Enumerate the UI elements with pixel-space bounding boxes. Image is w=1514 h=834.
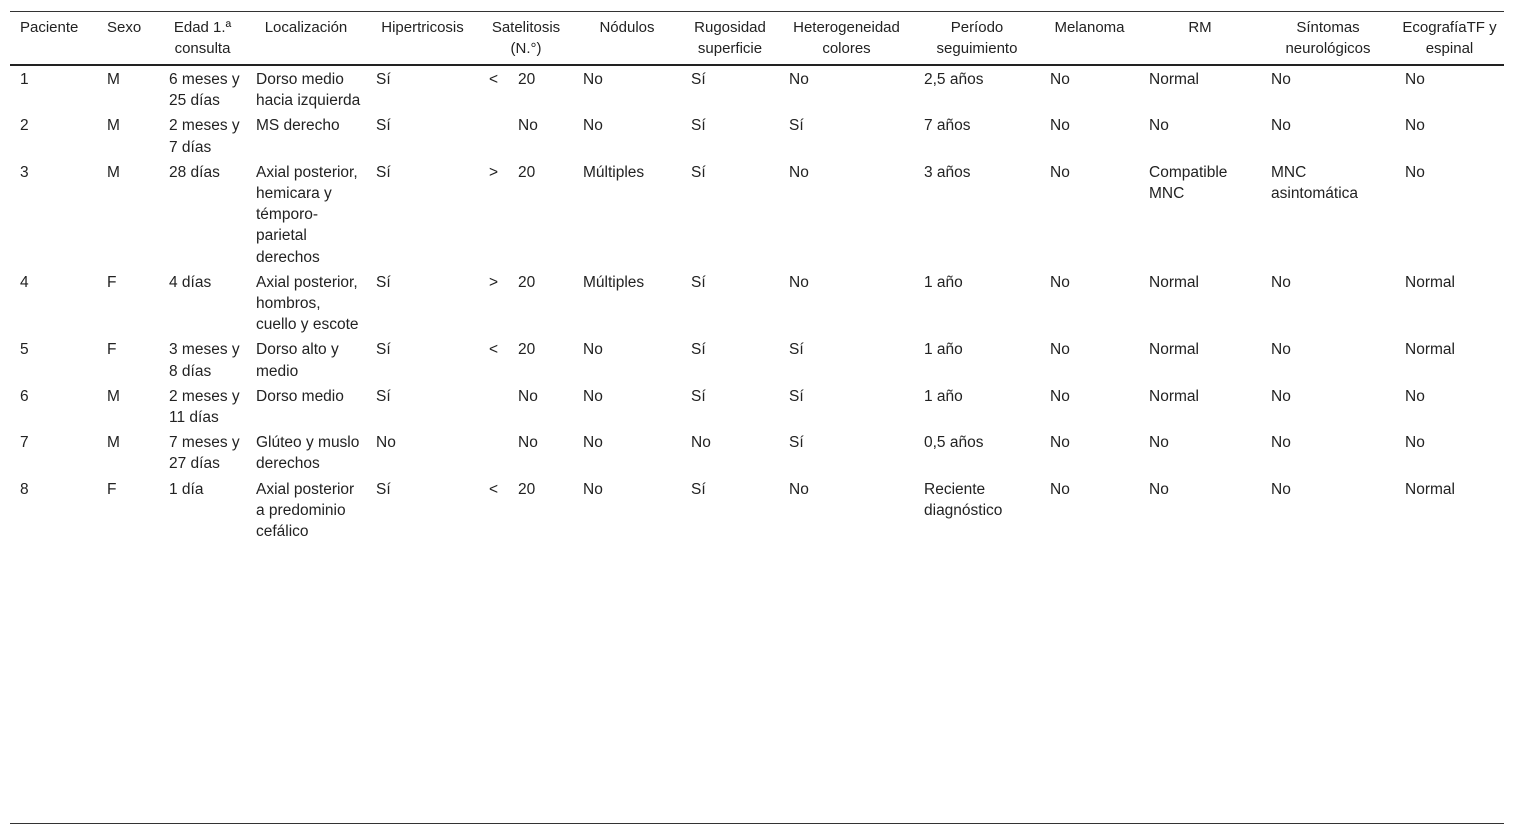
cell-ecografia: No bbox=[1405, 71, 1425, 88]
cell-melanoma: No bbox=[1050, 117, 1070, 135]
cell-sintomas: No bbox=[1271, 387, 1291, 405]
cell-edad: 6 meses y 25 días bbox=[169, 71, 240, 110]
cell-nodulos: No bbox=[583, 434, 603, 452]
cell-localizacion: Axial posterior, hemicara y témporo-parietal derechos bbox=[256, 163, 358, 266]
cell-heterogeneidad: No bbox=[789, 163, 809, 181]
cell-heterogeneidad: No bbox=[789, 71, 809, 88]
cell-sexo: M bbox=[107, 117, 120, 135]
cell-melanoma: No bbox=[1050, 480, 1070, 498]
cell-satelitosis bbox=[479, 476, 573, 544]
satelitosis-value: 20 bbox=[518, 341, 536, 359]
satelitosis-operator: < bbox=[489, 480, 499, 498]
cell-rm: Compatible MNC bbox=[1149, 163, 1228, 203]
cell-hipertricosis: Sí bbox=[376, 163, 391, 181]
cell-nodulos: No bbox=[583, 387, 603, 405]
cell-rugosidad: Sí bbox=[691, 71, 706, 88]
cell-rm: No bbox=[1149, 434, 1169, 452]
cell-sexo: M bbox=[107, 163, 120, 181]
header-rugosidad: Rugosidad superficie bbox=[681, 12, 779, 65]
cell-sexo: M bbox=[107, 71, 120, 88]
cell-rm: Normal bbox=[1149, 387, 1199, 405]
cell-rugosidad: Sí bbox=[691, 341, 706, 359]
cell-heterogeneidad: Sí bbox=[789, 434, 804, 452]
satelitosis-operator: > bbox=[489, 273, 499, 291]
cell-sintomas: No bbox=[1271, 480, 1291, 498]
cell-rm: Normal bbox=[1149, 273, 1199, 291]
satelitosis-value: 20 bbox=[518, 480, 536, 498]
cell-sintomas: MNC asintomática bbox=[1271, 163, 1359, 203]
cell-satelitosis bbox=[479, 269, 573, 337]
cell-seguimiento: 1 año bbox=[924, 341, 963, 359]
table-row bbox=[10, 269, 1504, 337]
cell-rm: Normal bbox=[1149, 341, 1199, 359]
header-sintomas: Síntomas neurológicos bbox=[1261, 12, 1395, 65]
cell-nodulos: No bbox=[583, 341, 603, 359]
header-sexo: Sexo bbox=[97, 12, 159, 65]
cell-edad: 28 días bbox=[169, 163, 220, 181]
satelitosis-operator: < bbox=[489, 341, 499, 359]
cell-heterogeneidad: Sí bbox=[789, 117, 804, 135]
cell-hipertricosis: Sí bbox=[376, 387, 391, 405]
table-row bbox=[10, 383, 1504, 429]
cell-seguimiento: 1 año bbox=[924, 273, 963, 291]
cell-paciente: 2 bbox=[20, 117, 29, 135]
header-rm: RM bbox=[1139, 12, 1261, 65]
cell-rugosidad: Sí bbox=[691, 273, 706, 291]
cell-paciente: 6 bbox=[20, 387, 29, 405]
cell-hipertricosis: Sí bbox=[376, 71, 391, 88]
cell-paciente: 5 bbox=[20, 341, 29, 359]
cell-nodulos: No bbox=[583, 480, 603, 498]
cell-rugosidad: No bbox=[691, 434, 711, 452]
cell-ecografia: No bbox=[1405, 387, 1425, 405]
cell-seguimiento: 1 año bbox=[924, 387, 963, 405]
table-row bbox=[10, 429, 1504, 475]
cell-hipertricosis: Sí bbox=[376, 117, 391, 135]
cell-paciente: 4 bbox=[20, 273, 29, 291]
cell-edad: 4 días bbox=[169, 273, 212, 291]
satelitosis-operator: > bbox=[489, 163, 499, 181]
cell-hipertricosis: Sí bbox=[376, 480, 391, 498]
cell-satelitosis bbox=[479, 336, 573, 382]
table-row bbox=[10, 112, 1504, 158]
cell-localizacion: MS derecho bbox=[256, 117, 340, 135]
header-heterogeneidad: Heterogeneidad colores bbox=[779, 12, 914, 65]
patients-table bbox=[10, 12, 1504, 543]
cell-melanoma: No bbox=[1050, 273, 1070, 291]
cell-rm: No bbox=[1149, 117, 1169, 135]
table-row bbox=[10, 65, 1504, 112]
table-row bbox=[10, 476, 1504, 544]
cell-nodulos: No bbox=[583, 117, 603, 135]
cell-nodulos: Múltiples bbox=[583, 273, 645, 291]
satelitosis-value: 20 bbox=[518, 71, 536, 88]
cell-hipertricosis: No bbox=[376, 434, 396, 452]
cell-heterogeneidad: Sí bbox=[789, 387, 804, 405]
cell-rugosidad: Sí bbox=[691, 480, 706, 498]
satelitosis-value: No bbox=[518, 387, 538, 405]
cell-edad: 2 meses y 11 días bbox=[169, 387, 240, 427]
cell-rugosidad: Sí bbox=[691, 387, 706, 405]
cell-paciente: 1 bbox=[20, 71, 29, 88]
cell-hipertricosis: Sí bbox=[376, 341, 391, 359]
header-hipertricosis: Hipertricosis bbox=[366, 12, 479, 65]
cell-satelitosis bbox=[479, 112, 573, 158]
cell-paciente: 7 bbox=[20, 434, 29, 452]
cell-edad: 7 meses y 27 días bbox=[169, 434, 240, 473]
cell-sexo: F bbox=[107, 273, 117, 291]
table-row bbox=[10, 159, 1504, 269]
header-seguimiento: Período seguimiento bbox=[914, 12, 1040, 65]
cell-rugosidad: Sí bbox=[691, 163, 706, 181]
cell-sexo: M bbox=[107, 434, 120, 452]
patients-table-body bbox=[10, 65, 1504, 543]
cell-nodulos: No bbox=[583, 71, 603, 88]
cell-localizacion: Axial posterior, hombros, cuello y escote bbox=[256, 273, 359, 334]
cell-nodulos: Múltiples bbox=[583, 163, 645, 181]
header-melanoma: Melanoma bbox=[1040, 12, 1139, 65]
cell-edad: 3 meses y 8 días bbox=[169, 341, 240, 380]
cell-rm: Normal bbox=[1149, 71, 1199, 88]
cell-sintomas: No bbox=[1271, 273, 1291, 291]
cell-sintomas: No bbox=[1271, 117, 1291, 135]
cell-satelitosis bbox=[479, 383, 573, 429]
cell-localizacion: Dorso medio bbox=[256, 387, 344, 405]
cell-satelitosis bbox=[479, 159, 573, 269]
header-satelitosis: Satelitosis (N.°) bbox=[479, 12, 573, 65]
cell-hipertricosis: Sí bbox=[376, 273, 391, 291]
cell-sexo: F bbox=[107, 341, 117, 359]
cell-localizacion: Dorso alto y medio bbox=[256, 341, 339, 380]
satelitosis-value: No bbox=[518, 434, 538, 452]
cell-satelitosis bbox=[479, 65, 573, 112]
cell-ecografia: No bbox=[1405, 434, 1425, 452]
cell-ecografia: No bbox=[1405, 117, 1425, 135]
header-row bbox=[10, 12, 1504, 65]
cell-melanoma: No bbox=[1050, 434, 1070, 452]
cell-seguimiento: 3 años bbox=[924, 163, 971, 181]
cell-edad: 1 día bbox=[169, 480, 204, 498]
cell-melanoma: No bbox=[1050, 387, 1070, 405]
cell-localizacion: Glúteo y muslo derechos bbox=[256, 434, 360, 473]
cell-heterogeneidad: Sí bbox=[789, 341, 804, 359]
cell-sintomas: No bbox=[1271, 71, 1291, 88]
cell-edad: 2 meses y 7 días bbox=[169, 117, 240, 156]
header-edad: Edad 1.ª consulta bbox=[159, 12, 246, 65]
cell-seguimiento: 2,5 años bbox=[924, 71, 984, 88]
cell-seguimiento: Reciente diagnóstico bbox=[924, 480, 1003, 519]
satelitosis-operator: < bbox=[489, 71, 499, 88]
cell-melanoma: No bbox=[1050, 71, 1070, 88]
cell-heterogeneidad: No bbox=[789, 480, 809, 498]
cell-localizacion: Axial posterior a predominio cefálico bbox=[256, 480, 355, 541]
header-paciente: Paciente bbox=[10, 12, 97, 65]
cell-paciente: 3 bbox=[20, 163, 29, 181]
cell-sexo: M bbox=[107, 387, 120, 405]
satelitosis-value: 20 bbox=[518, 163, 536, 181]
cell-heterogeneidad: No bbox=[789, 273, 809, 291]
header-localizacion: Localización bbox=[246, 12, 366, 65]
header-nodulos: Nódulos bbox=[573, 12, 681, 65]
cell-ecografia: Normal bbox=[1405, 341, 1455, 359]
satelitosis-value: No bbox=[518, 117, 538, 135]
patients-table-container bbox=[10, 11, 1504, 824]
cell-localizacion: Dorso medio hacia izquierda bbox=[256, 71, 361, 110]
cell-melanoma: No bbox=[1050, 341, 1070, 359]
cell-rugosidad: Sí bbox=[691, 117, 706, 135]
cell-sexo: F bbox=[107, 480, 117, 498]
cell-ecografia: Normal bbox=[1405, 273, 1455, 291]
cell-sintomas: No bbox=[1271, 434, 1291, 452]
cell-melanoma: No bbox=[1050, 163, 1070, 181]
cell-seguimiento: 7 años bbox=[924, 117, 971, 135]
cell-satelitosis bbox=[479, 429, 573, 475]
satelitosis-value: 20 bbox=[518, 273, 536, 291]
header-ecografia: EcografíaTF y espinal bbox=[1395, 12, 1504, 65]
cell-seguimiento: 0,5 años bbox=[924, 434, 984, 452]
cell-rm: No bbox=[1149, 480, 1169, 498]
cell-ecografia: Normal bbox=[1405, 480, 1455, 498]
cell-sintomas: No bbox=[1271, 341, 1291, 359]
cell-ecografia: No bbox=[1405, 163, 1425, 181]
table-row bbox=[10, 336, 1504, 382]
cell-paciente: 8 bbox=[20, 480, 29, 498]
